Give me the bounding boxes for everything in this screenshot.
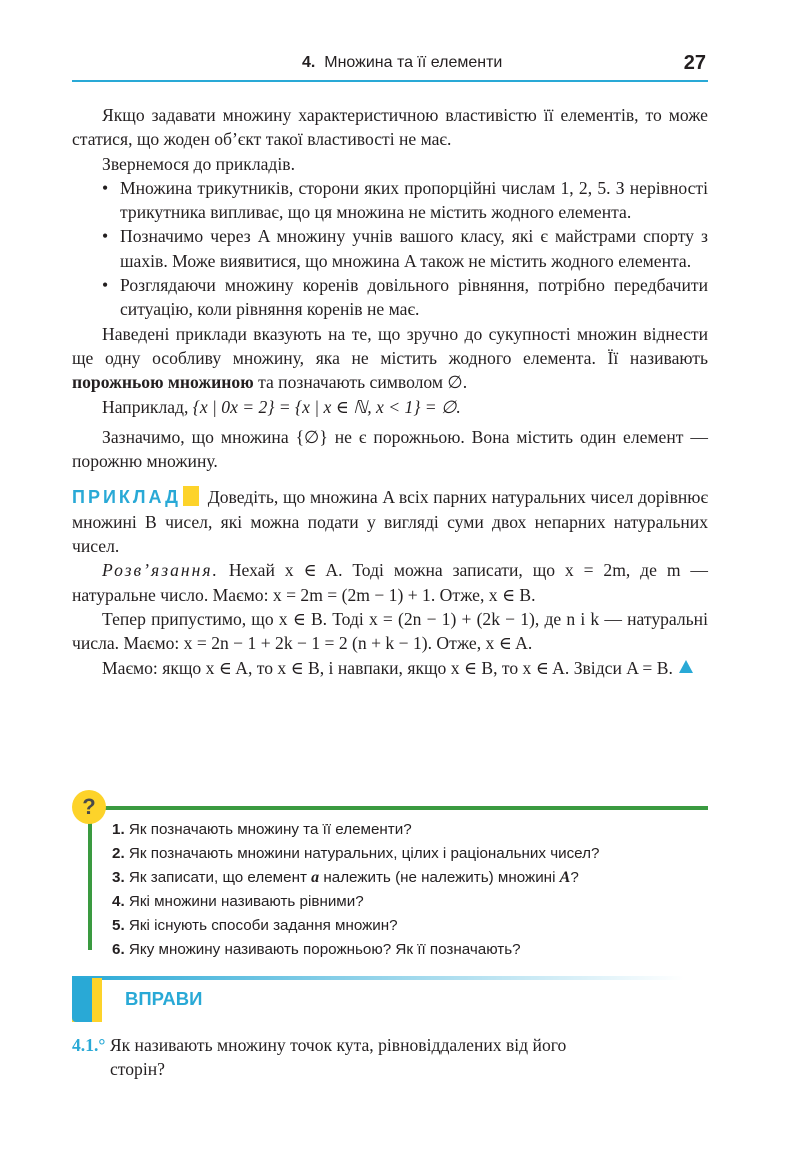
- question-item: 5. Які існують способи задання множин?: [112, 917, 398, 934]
- paragraph-2: Звернемося до прикладів.: [102, 153, 295, 174]
- list-item: [72, 273, 708, 322]
- section-number: 4.: [302, 54, 316, 71]
- examples-list: [72, 176, 708, 322]
- exercise-number: 4.1.°: [72, 1035, 106, 1055]
- section-title: Множина та її елементи: [324, 54, 503, 71]
- empty-set-formula: {x | 0x = 2} = {x | x ∈ ℕ, x < 1} = ∅.: [192, 396, 461, 417]
- questions-side-line: [88, 806, 92, 950]
- exercises-divider: [72, 976, 684, 980]
- questions-list: [112, 818, 599, 962]
- question-item: 6. Яку множину називають порожньою? Як її позначають?: [112, 941, 521, 958]
- question-item: 3. Як записати, що елемент a належить (не належить) множині A?: [112, 869, 579, 886]
- main-text: [72, 103, 708, 680]
- solution-paragraph-1: Розв’язання. Нехай x ∈ A. Тоді можна записати, що x = 2m, де m — натуральне число. Маємо: x = 2m = (2m − 1) + 1. Отже, x ∈ B.: [72, 560, 708, 605]
- paragraph-empty-set: Наведені приклади вказують на те, що зручно до сукупності множин віднести ще одну особливу множину, яка не містить жодного елемента. Її називають порожньою множиною та позначають символом ∅.: [72, 323, 708, 393]
- term-empty-set: порожньою множиною: [72, 372, 254, 393]
- running-title: [302, 54, 502, 72]
- exercises-tab-blue: [72, 978, 92, 1022]
- exercise-text-line-1: Як називають множину точок кута, рівновіддалених від його: [109, 1035, 567, 1055]
- bullet-icon: •: [102, 275, 109, 296]
- list-item-text: Розглядаючи множину коренів довільного рівняння, потрібно передбачити ситуацію, коли рівняння коренів не має.: [120, 275, 708, 320]
- example-paragraph: [72, 485, 708, 558]
- paragraph-note: Зазначимо, що множина {∅} не є порожньою. Вона містить один елемент — порожню множину.: [72, 426, 708, 472]
- paragraph-formula: Наприклад, {x | 0x = 2} = {x | x ∈ ℕ, x < 1} = ∅.: [102, 396, 461, 417]
- example-statement: Доведіть, що множина A всіх парних натуральних чисел дорівнює множині B чисел, які можна подати у вигляді суми двох непарних натуральних чисел.: [72, 487, 708, 557]
- solution-paragraph-3: Маємо: якщо x ∈ A, то x ∈ B, і навпаки, якщо x ∈ B, то x ∈ A. Звідси A = B.: [72, 656, 708, 680]
- exercise-item: [72, 1033, 708, 1082]
- solution-paragraph-2: Тепер припустимо, що x ∈ B. Тоді x = (2n − 1) + (2k − 1), де n і k — натуральні числа. Маємо: x = 2n − 1 + 2k − 1 = 2 (n + k − 1). Отже, x ∈ A.: [72, 608, 708, 654]
- list-item-text: Позначимо через A множину учнів вашого класу, які є майстрами спорту з шахів. Може виявитися, що множина A також не містить жодного елемента.: [120, 226, 708, 271]
- list-item: [72, 176, 708, 225]
- bullet-icon: •: [102, 177, 109, 198]
- example-marker-icon: [183, 486, 199, 506]
- page-number: 27: [683, 52, 706, 74]
- question-item: 2. Як позначають множини натуральних, цілих і раціональних чисел?: [112, 845, 600, 862]
- review-questions: [72, 790, 708, 958]
- example-label: ПРИКЛАД: [72, 487, 181, 508]
- solution-label: Розв’язання.: [102, 560, 219, 581]
- exercise-text-line-2: сторін?: [110, 1059, 165, 1080]
- list-item: [72, 224, 708, 273]
- exercises-heading: ВПРАВИ: [125, 988, 203, 1009]
- list-item-text: Множина трикутників, сторони яких пропорційні числам 1, 2, 5. З нерівності трикутника випливає, що ця множина не містить жодного елемента.: [120, 177, 708, 223]
- question-mark-icon: ?: [72, 790, 106, 824]
- question-item: 1. Як позначають множину та її елементи?: [112, 821, 412, 838]
- paragraph-1: Якщо задавати множину характеристичною властивістю її елементів, то може статися, що жоден об’єкт такої властивості не має.: [72, 105, 708, 150]
- bullet-icon: •: [102, 226, 109, 247]
- question-item: 4. Які множини називають рівними?: [112, 893, 364, 910]
- end-of-proof-icon: [679, 660, 693, 673]
- questions-top-line: [90, 806, 708, 810]
- page-header: [72, 50, 708, 82]
